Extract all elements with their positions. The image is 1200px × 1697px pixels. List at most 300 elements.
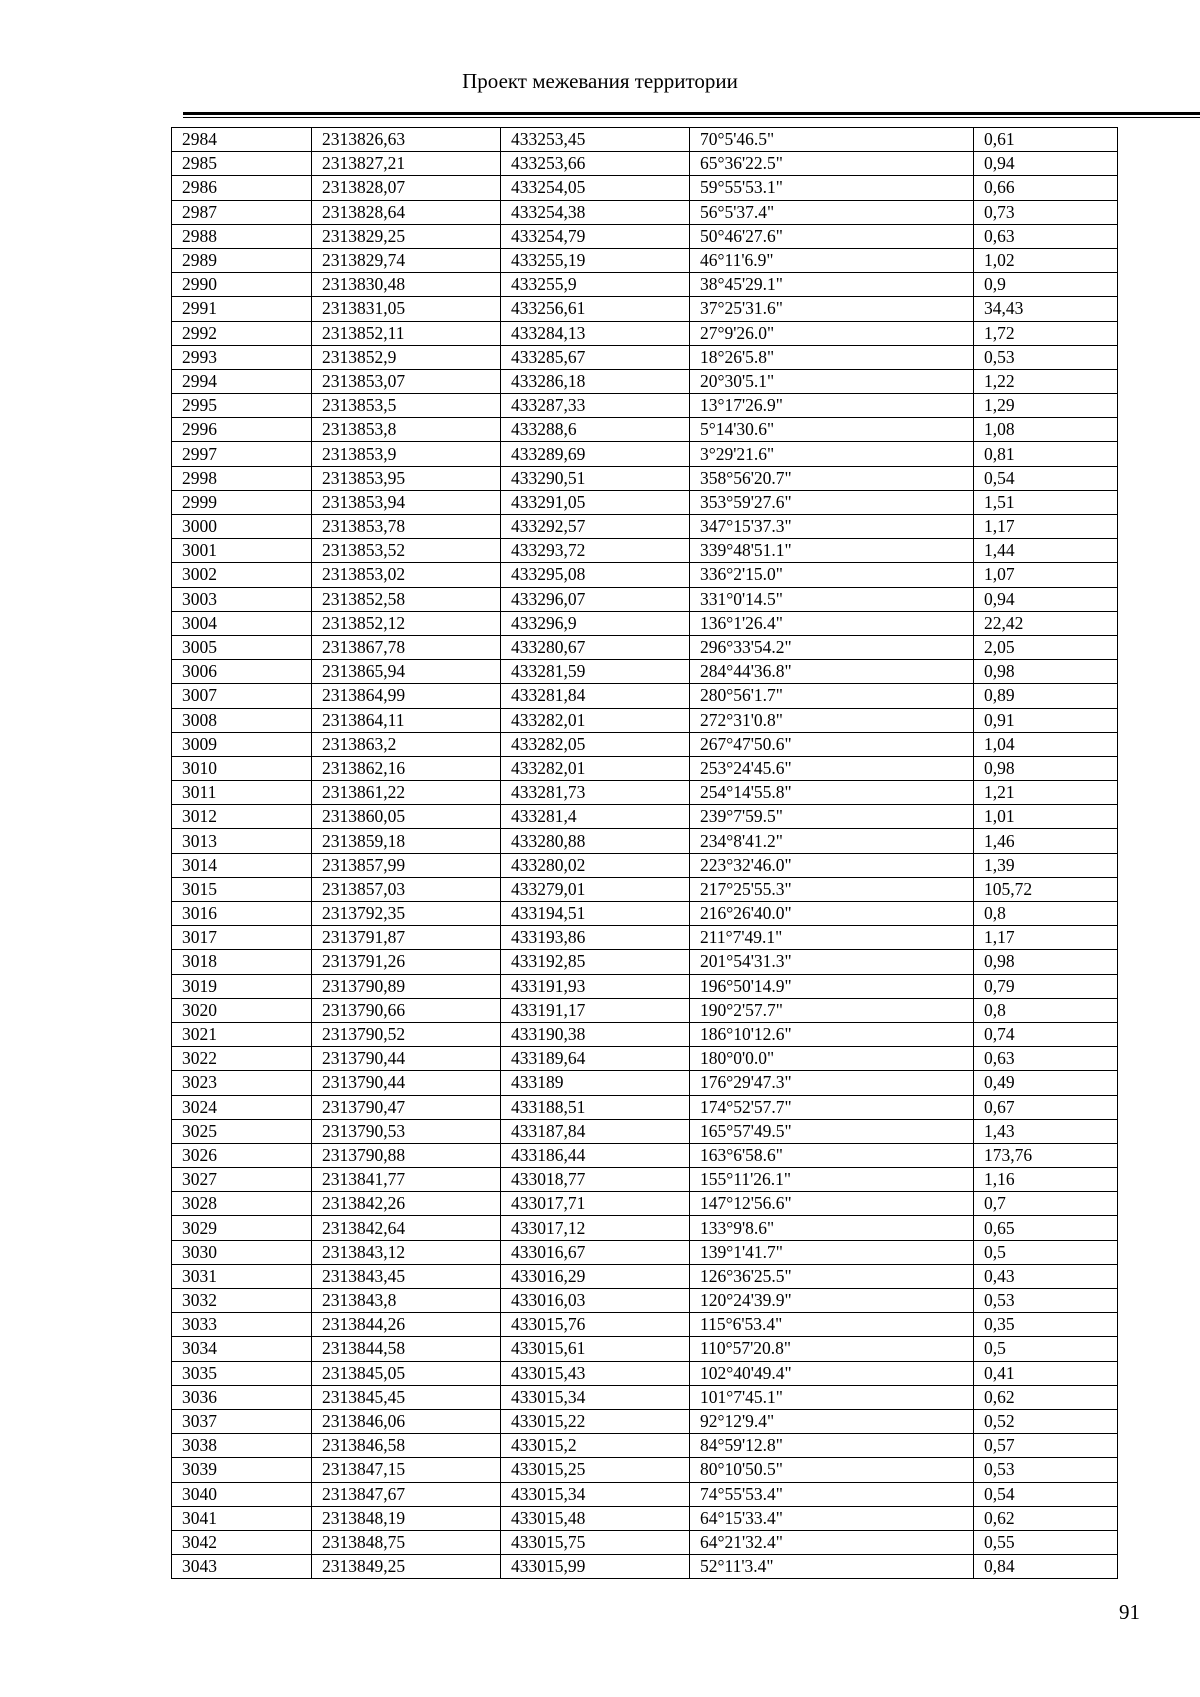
table-row (172, 998, 1118, 1022)
x-coordinate-cell: 2313843,8 (312, 1289, 501, 1313)
distance-cell: 0,62 (974, 1385, 1118, 1409)
y-coordinate-cell: 433282,05 (501, 732, 690, 756)
x-coordinate-cell: 2313830,48 (312, 273, 501, 297)
distance-cell: 34,43 (974, 297, 1118, 321)
point-number-cell: 2994 (172, 369, 312, 393)
point-number-cell: 3020 (172, 998, 312, 1022)
table-row (172, 708, 1118, 732)
direction-angle-cell: 38°45'29.1" (690, 273, 974, 297)
x-coordinate-cell: 2313790,44 (312, 1071, 501, 1095)
point-number-cell: 2989 (172, 248, 312, 272)
distance-cell: 1,46 (974, 829, 1118, 853)
direction-angle-cell: 331°0'14.5" (690, 587, 974, 611)
distance-cell: 173,76 (974, 1143, 1118, 1167)
distance-cell: 0,55 (974, 1530, 1118, 1554)
y-coordinate-cell: 433290,51 (501, 466, 690, 490)
y-coordinate-cell: 433192,85 (501, 950, 690, 974)
x-coordinate-cell: 2313828,07 (312, 176, 501, 200)
x-coordinate-cell: 2313853,8 (312, 418, 501, 442)
table-row (172, 781, 1118, 805)
table-row (172, 1119, 1118, 1143)
table-row (172, 611, 1118, 635)
y-coordinate-cell: 433280,67 (501, 635, 690, 659)
direction-angle-cell: 336°2'15.0" (690, 563, 974, 587)
distance-cell: 0,94 (974, 587, 1118, 611)
distance-cell: 0,43 (974, 1264, 1118, 1288)
distance-cell: 0,53 (974, 1458, 1118, 1482)
distance-cell: 0,57 (974, 1434, 1118, 1458)
table-row (172, 1385, 1118, 1409)
table-row (172, 1143, 1118, 1167)
table-row (172, 587, 1118, 611)
x-coordinate-cell: 2313852,58 (312, 587, 501, 611)
point-number-cell: 3002 (172, 563, 312, 587)
point-number-cell: 2993 (172, 345, 312, 369)
direction-angle-cell: 253°24'45.6" (690, 756, 974, 780)
distance-cell: 0,65 (974, 1216, 1118, 1240)
point-number-cell: 3032 (172, 1289, 312, 1313)
point-number-cell: 3005 (172, 635, 312, 659)
x-coordinate-cell: 2313853,78 (312, 515, 501, 539)
point-number-cell: 3028 (172, 1192, 312, 1216)
distance-cell: 0,73 (974, 200, 1118, 224)
direction-angle-cell: 234°8'41.2" (690, 829, 974, 853)
distance-cell: 1,51 (974, 490, 1118, 514)
direction-angle-cell: 211°7'49.1" (690, 926, 974, 950)
y-coordinate-cell: 433281,4 (501, 805, 690, 829)
x-coordinate-cell: 2313828,64 (312, 200, 501, 224)
table-row (172, 1506, 1118, 1530)
table-row (172, 1264, 1118, 1288)
x-coordinate-cell: 2313844,58 (312, 1337, 501, 1361)
y-coordinate-cell: 433189,64 (501, 1047, 690, 1071)
distance-cell: 0,66 (974, 176, 1118, 200)
table-row (172, 394, 1118, 418)
direction-angle-cell: 136°1'26.4" (690, 611, 974, 635)
point-number-cell: 3031 (172, 1264, 312, 1288)
y-coordinate-cell: 433295,08 (501, 563, 690, 587)
direction-angle-cell: 102°40'49.4" (690, 1361, 974, 1385)
x-coordinate-cell: 2313842,26 (312, 1192, 501, 1216)
direction-angle-cell: 64°15'33.4" (690, 1506, 974, 1530)
distance-cell: 0,8 (974, 902, 1118, 926)
header-rule-thin (183, 117, 1200, 118)
y-coordinate-cell: 433282,01 (501, 756, 690, 780)
table-row (172, 1095, 1118, 1119)
distance-cell: 1,02 (974, 248, 1118, 272)
x-coordinate-cell: 2313790,89 (312, 974, 501, 998)
table-row (172, 1071, 1118, 1095)
y-coordinate-cell: 433015,43 (501, 1361, 690, 1385)
distance-cell: 0,5 (974, 1240, 1118, 1264)
point-number-cell: 3007 (172, 684, 312, 708)
x-coordinate-cell: 2313790,47 (312, 1095, 501, 1119)
table-row (172, 732, 1118, 756)
direction-angle-cell: 201°54'31.3" (690, 950, 974, 974)
x-coordinate-cell: 2313792,35 (312, 902, 501, 926)
y-coordinate-cell: 433253,45 (501, 128, 690, 152)
distance-cell: 0,91 (974, 708, 1118, 732)
x-coordinate-cell: 2313857,03 (312, 877, 501, 901)
y-coordinate-cell: 433292,57 (501, 515, 690, 539)
distance-cell: 0,53 (974, 345, 1118, 369)
y-coordinate-cell: 433015,25 (501, 1458, 690, 1482)
direction-angle-cell: 223°32'46.0" (690, 853, 974, 877)
table-row (172, 950, 1118, 974)
x-coordinate-cell: 2313852,9 (312, 345, 501, 369)
table-row (172, 1240, 1118, 1264)
table-row (172, 152, 1118, 176)
x-coordinate-cell: 2313852,11 (312, 321, 501, 345)
point-number-cell: 2986 (172, 176, 312, 200)
point-number-cell: 3013 (172, 829, 312, 853)
y-coordinate-cell: 433286,18 (501, 369, 690, 393)
x-coordinate-cell: 2313857,99 (312, 853, 501, 877)
table-row (172, 1192, 1118, 1216)
y-coordinate-cell: 433016,29 (501, 1264, 690, 1288)
distance-cell: 22,42 (974, 611, 1118, 635)
table-row (172, 248, 1118, 272)
point-number-cell: 3040 (172, 1482, 312, 1506)
direction-angle-cell: 56°5'37.4" (690, 200, 974, 224)
x-coordinate-cell: 2313847,67 (312, 1482, 501, 1506)
direction-angle-cell: 254°14'55.8" (690, 781, 974, 805)
y-coordinate-cell: 433280,02 (501, 853, 690, 877)
distance-cell: 1,21 (974, 781, 1118, 805)
x-coordinate-cell: 2313861,22 (312, 781, 501, 805)
direction-angle-cell: 176°29'47.3" (690, 1071, 974, 1095)
x-coordinate-cell: 2313853,5 (312, 394, 501, 418)
y-coordinate-cell: 433017,71 (501, 1192, 690, 1216)
direction-angle-cell: 358°56'20.7" (690, 466, 974, 490)
distance-cell: 1,01 (974, 805, 1118, 829)
y-coordinate-cell: 433189 (501, 1071, 690, 1095)
y-coordinate-cell: 433255,19 (501, 248, 690, 272)
x-coordinate-cell: 2313853,07 (312, 369, 501, 393)
direction-angle-cell: 163°6'58.6" (690, 1143, 974, 1167)
table-row (172, 442, 1118, 466)
table-row (172, 1216, 1118, 1240)
distance-cell: 0,84 (974, 1555, 1118, 1579)
y-coordinate-cell: 433291,05 (501, 490, 690, 514)
x-coordinate-cell: 2313846,06 (312, 1409, 501, 1433)
direction-angle-cell: 186°10'12.6" (690, 1022, 974, 1046)
point-number-cell: 2999 (172, 490, 312, 514)
direction-angle-cell: 147°12'56.6" (690, 1192, 974, 1216)
x-coordinate-cell: 2313863,2 (312, 732, 501, 756)
y-coordinate-cell: 433281,73 (501, 781, 690, 805)
x-coordinate-cell: 2313847,15 (312, 1458, 501, 1482)
direction-angle-cell: 155°11'26.1" (690, 1168, 974, 1192)
y-coordinate-cell: 433187,84 (501, 1119, 690, 1143)
distance-cell: 0,7 (974, 1192, 1118, 1216)
distance-cell: 0,62 (974, 1506, 1118, 1530)
point-number-cell: 3034 (172, 1337, 312, 1361)
distance-cell: 0,74 (974, 1022, 1118, 1046)
table-row (172, 974, 1118, 998)
direction-angle-cell: 190°2'57.7" (690, 998, 974, 1022)
y-coordinate-cell: 433284,13 (501, 321, 690, 345)
y-coordinate-cell: 433288,6 (501, 418, 690, 442)
y-coordinate-cell: 433287,33 (501, 394, 690, 418)
distance-cell: 0,63 (974, 1047, 1118, 1071)
y-coordinate-cell: 433279,01 (501, 877, 690, 901)
y-coordinate-cell: 433015,99 (501, 1555, 690, 1579)
distance-cell: 0,98 (974, 950, 1118, 974)
distance-cell: 0,63 (974, 224, 1118, 248)
direction-angle-cell: 74°55'53.4" (690, 1482, 974, 1506)
coordinates-table (171, 127, 1118, 1579)
distance-cell: 1,04 (974, 732, 1118, 756)
y-coordinate-cell: 433281,84 (501, 684, 690, 708)
table-row (172, 660, 1118, 684)
distance-cell: 0,52 (974, 1409, 1118, 1433)
point-number-cell: 3022 (172, 1047, 312, 1071)
distance-cell: 1,07 (974, 563, 1118, 587)
distance-cell: 0,81 (974, 442, 1118, 466)
point-number-cell: 3001 (172, 539, 312, 563)
point-number-cell: 3009 (172, 732, 312, 756)
point-number-cell: 3010 (172, 756, 312, 780)
point-number-cell: 2995 (172, 394, 312, 418)
header-rule-thick (183, 112, 1200, 115)
direction-angle-cell: 3°29'21.6" (690, 442, 974, 466)
distance-cell: 0,9 (974, 273, 1118, 297)
point-number-cell: 3041 (172, 1506, 312, 1530)
y-coordinate-cell: 433018,77 (501, 1168, 690, 1192)
x-coordinate-cell: 2313848,19 (312, 1506, 501, 1530)
table-row (172, 1482, 1118, 1506)
y-coordinate-cell: 433282,01 (501, 708, 690, 732)
x-coordinate-cell: 2313846,58 (312, 1434, 501, 1458)
table-row (172, 224, 1118, 248)
y-coordinate-cell: 433256,61 (501, 297, 690, 321)
point-number-cell: 3014 (172, 853, 312, 877)
x-coordinate-cell: 2313859,18 (312, 829, 501, 853)
table-row (172, 1022, 1118, 1046)
direction-angle-cell: 174°52'57.7" (690, 1095, 974, 1119)
point-number-cell: 2988 (172, 224, 312, 248)
point-number-cell: 2997 (172, 442, 312, 466)
direction-angle-cell: 120°24'39.9" (690, 1289, 974, 1313)
direction-angle-cell: 27°9'26.0" (690, 321, 974, 345)
y-coordinate-cell: 433015,61 (501, 1337, 690, 1361)
point-number-cell: 3012 (172, 805, 312, 829)
page-number: 91 (1119, 1600, 1140, 1624)
direction-angle-cell: 50°46'27.6" (690, 224, 974, 248)
x-coordinate-cell: 2313853,02 (312, 563, 501, 587)
x-coordinate-cell: 2313790,52 (312, 1022, 501, 1046)
y-coordinate-cell: 433254,79 (501, 224, 690, 248)
point-number-cell: 3023 (172, 1071, 312, 1095)
y-coordinate-cell: 433015,34 (501, 1482, 690, 1506)
table-row (172, 756, 1118, 780)
point-number-cell: 3017 (172, 926, 312, 950)
table-row (172, 490, 1118, 514)
direction-angle-cell: 13°17'26.9" (690, 394, 974, 418)
direction-angle-cell: 65°36'22.5" (690, 152, 974, 176)
distance-cell: 1,29 (974, 394, 1118, 418)
x-coordinate-cell: 2313853,52 (312, 539, 501, 563)
x-coordinate-cell: 2313853,94 (312, 490, 501, 514)
point-number-cell: 3004 (172, 611, 312, 635)
table-row (172, 853, 1118, 877)
distance-cell: 1,72 (974, 321, 1118, 345)
direction-angle-cell: 139°1'41.7" (690, 1240, 974, 1264)
x-coordinate-cell: 2313791,87 (312, 926, 501, 950)
y-coordinate-cell: 433186,44 (501, 1143, 690, 1167)
direction-angle-cell: 180°0'0.0" (690, 1047, 974, 1071)
direction-angle-cell: 5°14'30.6" (690, 418, 974, 442)
x-coordinate-cell: 2313848,75 (312, 1530, 501, 1554)
distance-cell: 0,41 (974, 1361, 1118, 1385)
y-coordinate-cell: 433015,2 (501, 1434, 690, 1458)
distance-cell: 0,8 (974, 998, 1118, 1022)
point-number-cell: 2991 (172, 297, 312, 321)
direction-angle-cell: 216°26'40.0" (690, 902, 974, 926)
distance-cell: 105,72 (974, 877, 1118, 901)
distance-cell: 0,35 (974, 1313, 1118, 1337)
direction-angle-cell: 115°6'53.4" (690, 1313, 974, 1337)
y-coordinate-cell: 433191,17 (501, 998, 690, 1022)
y-coordinate-cell: 433296,9 (501, 611, 690, 635)
direction-angle-cell: 20°30'5.1" (690, 369, 974, 393)
point-number-cell: 3042 (172, 1530, 312, 1554)
direction-angle-cell: 272°31'0.8" (690, 708, 974, 732)
point-number-cell: 3016 (172, 902, 312, 926)
point-number-cell: 3027 (172, 1168, 312, 1192)
point-number-cell: 3021 (172, 1022, 312, 1046)
point-number-cell: 3000 (172, 515, 312, 539)
point-number-cell: 2987 (172, 200, 312, 224)
point-number-cell: 3026 (172, 1143, 312, 1167)
distance-cell: 1,39 (974, 853, 1118, 877)
direction-angle-cell: 280°56'1.7" (690, 684, 974, 708)
direction-angle-cell: 339°48'51.1" (690, 539, 974, 563)
point-number-cell: 3006 (172, 660, 312, 684)
table-row (172, 321, 1118, 345)
table-row (172, 273, 1118, 297)
y-coordinate-cell: 433015,34 (501, 1385, 690, 1409)
direction-angle-cell: 347°15'37.3" (690, 515, 974, 539)
direction-angle-cell: 284°44'36.8" (690, 660, 974, 684)
distance-cell: 1,22 (974, 369, 1118, 393)
distance-cell: 1,44 (974, 539, 1118, 563)
y-coordinate-cell: 433281,59 (501, 660, 690, 684)
distance-cell: 0,94 (974, 152, 1118, 176)
point-number-cell: 3033 (172, 1313, 312, 1337)
point-number-cell: 3038 (172, 1434, 312, 1458)
y-coordinate-cell: 433188,51 (501, 1095, 690, 1119)
point-number-cell: 3018 (172, 950, 312, 974)
y-coordinate-cell: 433254,05 (501, 176, 690, 200)
x-coordinate-cell: 2313853,95 (312, 466, 501, 490)
point-number-cell: 3008 (172, 708, 312, 732)
point-number-cell: 2985 (172, 152, 312, 176)
x-coordinate-cell: 2313790,88 (312, 1143, 501, 1167)
y-coordinate-cell: 433255,9 (501, 273, 690, 297)
y-coordinate-cell: 433015,76 (501, 1313, 690, 1337)
distance-cell: 1,17 (974, 926, 1118, 950)
point-number-cell: 2996 (172, 418, 312, 442)
direction-angle-cell: 217°25'55.3" (690, 877, 974, 901)
direction-angle-cell: 267°47'50.6" (690, 732, 974, 756)
y-coordinate-cell: 433253,66 (501, 152, 690, 176)
distance-cell: 0,79 (974, 974, 1118, 998)
x-coordinate-cell: 2313829,74 (312, 248, 501, 272)
y-coordinate-cell: 433254,38 (501, 200, 690, 224)
distance-cell: 0,5 (974, 1337, 1118, 1361)
x-coordinate-cell: 2313843,12 (312, 1240, 501, 1264)
direction-angle-cell: 18°26'5.8" (690, 345, 974, 369)
x-coordinate-cell: 2313844,26 (312, 1313, 501, 1337)
x-coordinate-cell: 2313790,53 (312, 1119, 501, 1143)
x-coordinate-cell: 2313841,77 (312, 1168, 501, 1192)
table-row (172, 369, 1118, 393)
direction-angle-cell: 101°7'45.1" (690, 1385, 974, 1409)
point-number-cell: 3025 (172, 1119, 312, 1143)
point-number-cell: 3024 (172, 1095, 312, 1119)
table-row (172, 1458, 1118, 1482)
x-coordinate-cell: 2313867,78 (312, 635, 501, 659)
direction-angle-cell: 296°33'54.2" (690, 635, 974, 659)
x-coordinate-cell: 2313862,16 (312, 756, 501, 780)
direction-angle-cell: 64°21'32.4" (690, 1530, 974, 1554)
table-row (172, 635, 1118, 659)
point-number-cell: 3030 (172, 1240, 312, 1264)
table-row (172, 539, 1118, 563)
table-row (172, 1434, 1118, 1458)
direction-angle-cell: 133°9'8.6" (690, 1216, 974, 1240)
distance-cell: 0,61 (974, 128, 1118, 152)
y-coordinate-cell: 433017,12 (501, 1216, 690, 1240)
distance-cell: 1,08 (974, 418, 1118, 442)
x-coordinate-cell: 2313860,05 (312, 805, 501, 829)
x-coordinate-cell: 2313827,21 (312, 152, 501, 176)
direction-angle-cell: 196°50'14.9" (690, 974, 974, 998)
x-coordinate-cell: 2313852,12 (312, 611, 501, 635)
y-coordinate-cell: 433194,51 (501, 902, 690, 926)
table-row (172, 1530, 1118, 1554)
distance-cell: 2,05 (974, 635, 1118, 659)
table-row (172, 1313, 1118, 1337)
point-number-cell: 2992 (172, 321, 312, 345)
point-number-cell: 3003 (172, 587, 312, 611)
point-number-cell: 3035 (172, 1361, 312, 1385)
x-coordinate-cell: 2313790,44 (312, 1047, 501, 1071)
table-row (172, 418, 1118, 442)
point-number-cell: 2998 (172, 466, 312, 490)
x-coordinate-cell: 2313865,94 (312, 660, 501, 684)
table-row (172, 1289, 1118, 1313)
x-coordinate-cell: 2313790,66 (312, 998, 501, 1022)
y-coordinate-cell: 433280,88 (501, 829, 690, 853)
direction-angle-cell: 84°59'12.8" (690, 1434, 974, 1458)
table-row (172, 128, 1118, 152)
table-row (172, 1555, 1118, 1579)
table-row (172, 1337, 1118, 1361)
y-coordinate-cell: 433015,22 (501, 1409, 690, 1433)
direction-angle-cell: 126°36'25.5" (690, 1264, 974, 1288)
distance-cell: 0,98 (974, 756, 1118, 780)
distance-cell: 0,67 (974, 1095, 1118, 1119)
table-row (172, 877, 1118, 901)
point-number-cell: 3037 (172, 1409, 312, 1433)
distance-cell: 0,89 (974, 684, 1118, 708)
point-number-cell: 3015 (172, 877, 312, 901)
x-coordinate-cell: 2313791,26 (312, 950, 501, 974)
table-row (172, 176, 1118, 200)
